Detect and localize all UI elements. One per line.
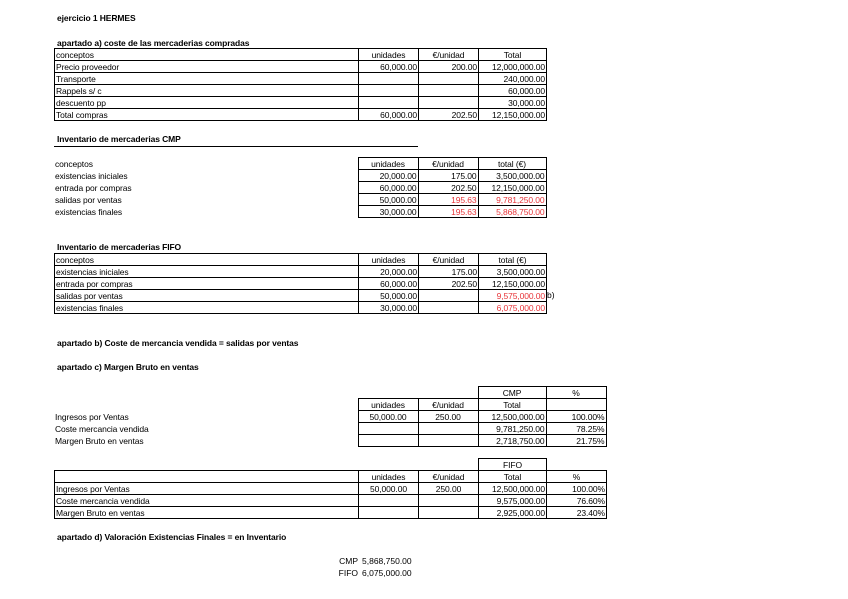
purchases-cost-table — [54, 48, 547, 121]
table-cell: 60,000.00 — [359, 109, 419, 121]
table-cell — [359, 97, 419, 109]
table-cell: Transporte — [55, 73, 359, 85]
table-cell: 50,000.00 — [358, 411, 418, 423]
table-header-row — [55, 49, 547, 61]
title-underline — [54, 146, 418, 147]
table-header-row — [54, 399, 606, 411]
table-cell: salidas por ventas — [55, 290, 359, 302]
table-cell: 30,000.00 — [479, 97, 547, 109]
table-cell: 240,000.00 — [479, 73, 547, 85]
table-cell: 250.00 — [419, 483, 479, 495]
margin-cmp-table — [54, 386, 607, 447]
document-title: ejercicio 1 HERMES — [57, 13, 136, 23]
header-cell: unidades — [359, 254, 419, 266]
table-cell: 195.63 — [418, 206, 478, 218]
table-cell: 202.50 — [418, 182, 478, 194]
table-cell: existencias iniciales — [55, 266, 359, 278]
table-cell: Total compras — [55, 109, 359, 121]
table-cell: 2,925,000.00 — [479, 507, 547, 519]
table-cell: 9,575,000.00 — [479, 290, 547, 302]
table-cell: 250.00 — [418, 411, 478, 423]
table-row — [54, 423, 606, 435]
header-cell: conceptos — [55, 49, 359, 61]
header-cell: unidades — [358, 399, 418, 411]
table-row — [55, 97, 547, 109]
table-cell: entrada por compras — [55, 278, 359, 290]
percent-header: % — [547, 471, 607, 483]
table-row — [55, 495, 607, 507]
table-cell: 12,150,000.00 — [478, 182, 546, 194]
header-cell: unidades — [358, 158, 418, 170]
table-row — [54, 435, 606, 447]
table-row — [55, 85, 547, 97]
table-header-row — [55, 254, 547, 266]
final-cmp-value: 5,868,750.00 — [362, 556, 412, 566]
table-cell — [419, 290, 479, 302]
table-cell: 202.50 — [419, 109, 479, 121]
header-cell: total (€) — [478, 158, 546, 170]
table-cell: 30,000.00 — [359, 302, 419, 314]
table-row — [55, 278, 547, 290]
header-cell: conceptos — [55, 158, 93, 169]
final-fifo-value: 6,075,000.00 — [362, 568, 412, 578]
table-cell: 50,000.00 — [359, 483, 419, 495]
cmp-inventory-title: Inventario de mercaderias CMP — [57, 134, 181, 144]
table-cell — [359, 73, 419, 85]
table-cell — [358, 423, 418, 435]
section-b-title: apartado b) Coste de mercancia vendida = salidas por ventas — [57, 338, 299, 348]
table-cell: Ingresos por Ventas — [55, 411, 129, 422]
header-cell: €/unidad — [419, 471, 479, 483]
final-fifo-label: FIFO — [338, 568, 358, 578]
table-cell: Margen Bruto en ventas — [55, 435, 144, 446]
table-cell: 5,868,750.00 — [478, 206, 546, 218]
table-cell: entrada por compras — [55, 182, 132, 193]
table-cell — [419, 507, 479, 519]
table-cell: 6,075,000.00 — [479, 302, 547, 314]
table-cell: 60,000.00 — [359, 278, 419, 290]
final-cmp-label: CMP — [339, 556, 358, 566]
table-cell: Coste mercancia vendida — [55, 423, 149, 434]
margin-fifo-table — [54, 458, 607, 519]
header-cell: Total — [478, 399, 546, 411]
table-row — [54, 182, 546, 194]
table-cell: Ingresos por Ventas — [55, 483, 359, 495]
section-a-title: apartado a) coste de las mercaderias compradas — [57, 38, 250, 48]
header-cell: unidades — [359, 49, 419, 61]
header-cell: €/unidad — [419, 254, 479, 266]
table-cell: 12,150,000.00 — [479, 278, 547, 290]
table-cell — [359, 495, 419, 507]
method-header: CMP — [478, 387, 546, 399]
table-cell: 60,000.00 — [358, 182, 418, 194]
table-cell: 60,000.00 — [359, 61, 419, 73]
table-header-row — [54, 158, 546, 170]
table-cell — [419, 85, 479, 97]
table-row — [55, 483, 607, 495]
table-cell: 20,000.00 — [358, 170, 418, 182]
table-cell: 50,000.00 — [358, 194, 418, 206]
table-cell — [419, 495, 479, 507]
table-row — [55, 290, 547, 302]
table-cell: 3,500,000.00 — [479, 266, 547, 278]
table-row — [54, 411, 606, 423]
table-cell: 12,500,000.00 — [478, 411, 546, 423]
percent-header: % — [546, 387, 606, 399]
table-cell: Margen Bruto en ventas — [55, 507, 359, 519]
table-cell: 195.63 — [418, 194, 478, 206]
table-cell — [418, 423, 478, 435]
header-cell: Total — [479, 471, 547, 483]
table-cell: existencias iniciales — [55, 170, 128, 181]
section-c-title: apartado c) Margen Bruto en ventas — [57, 362, 199, 372]
table-cell: 100.00% — [546, 411, 606, 423]
table-cell: 2,718,750.00 — [478, 435, 546, 447]
table-row — [55, 507, 607, 519]
table-cell: 23.40% — [547, 507, 607, 519]
table-cell: 30,000.00 — [358, 206, 418, 218]
table-cell: 9,781,250.00 — [478, 194, 546, 206]
table-row — [55, 266, 547, 278]
header-cell: €/unidad — [419, 49, 479, 61]
method-header: FIFO — [479, 459, 547, 471]
table-row — [54, 206, 546, 218]
table-header-row — [55, 471, 607, 483]
table-cell — [359, 507, 419, 519]
table-cell: existencias finales — [55, 302, 359, 314]
table-cell: 12,000,000.00 — [479, 61, 547, 73]
table-cell: 50,000.00 — [359, 290, 419, 302]
header-cell: total (€) — [479, 254, 547, 266]
table-cell: 175.00 — [418, 170, 478, 182]
section-d-title: apartado d) Valoración Existencias Finales = en Inventario — [57, 532, 287, 542]
table-cell: 175.00 — [419, 266, 479, 278]
table-cell: 9,575,000.00 — [479, 495, 547, 507]
table-cell — [418, 435, 478, 447]
header-cell: €/unidad — [418, 158, 478, 170]
table-cell: 21.75% — [546, 435, 606, 447]
fifo-inventory-title: Inventario de mercaderias FIFO — [57, 242, 182, 252]
table-cell: 202.50 — [419, 278, 479, 290]
table-cell — [359, 85, 419, 97]
table-cell: Rappels s/ c — [55, 85, 359, 97]
table-cell: 9,781,250.00 — [478, 423, 546, 435]
table-row — [54, 170, 546, 182]
header-cell: unidades — [359, 471, 419, 483]
cmp-inventory-table — [54, 157, 547, 218]
table-cell: 100.00% — [547, 483, 607, 495]
table-cell: 76.60% — [547, 495, 607, 507]
method-row — [55, 459, 607, 471]
note-b-label: b) — [547, 290, 555, 300]
table-cell: Precio proveedor — [55, 61, 359, 73]
header-cell: Total — [479, 49, 547, 61]
table-cell — [419, 302, 479, 314]
header-cell: €/unidad — [418, 399, 478, 411]
table-cell: descuento pp — [55, 97, 359, 109]
table-row — [55, 61, 547, 73]
table-row — [54, 194, 546, 206]
table-cell — [419, 73, 479, 85]
fifo-inventory-table — [54, 253, 547, 314]
table-row — [55, 302, 547, 314]
table-cell: 200.00 — [419, 61, 479, 73]
table-cell: 3,500,000.00 — [478, 170, 546, 182]
table-row — [55, 73, 547, 85]
table-cell: 60,000.00 — [479, 85, 547, 97]
table-cell: existencias finales — [55, 206, 123, 217]
table-cell: 12,500,000.00 — [479, 483, 547, 495]
table-cell — [419, 97, 479, 109]
table-cell: salidas por ventas — [55, 194, 122, 205]
table-cell: 20,000.00 — [359, 266, 419, 278]
table-cell — [358, 435, 418, 447]
table-cell: Coste mercancia vendida — [55, 495, 359, 507]
header-cell: conceptos — [55, 254, 359, 266]
method-row — [54, 387, 606, 399]
table-cell: 12,150,000.00 — [479, 109, 547, 121]
table-row — [55, 109, 547, 121]
table-cell: 78.25% — [546, 423, 606, 435]
